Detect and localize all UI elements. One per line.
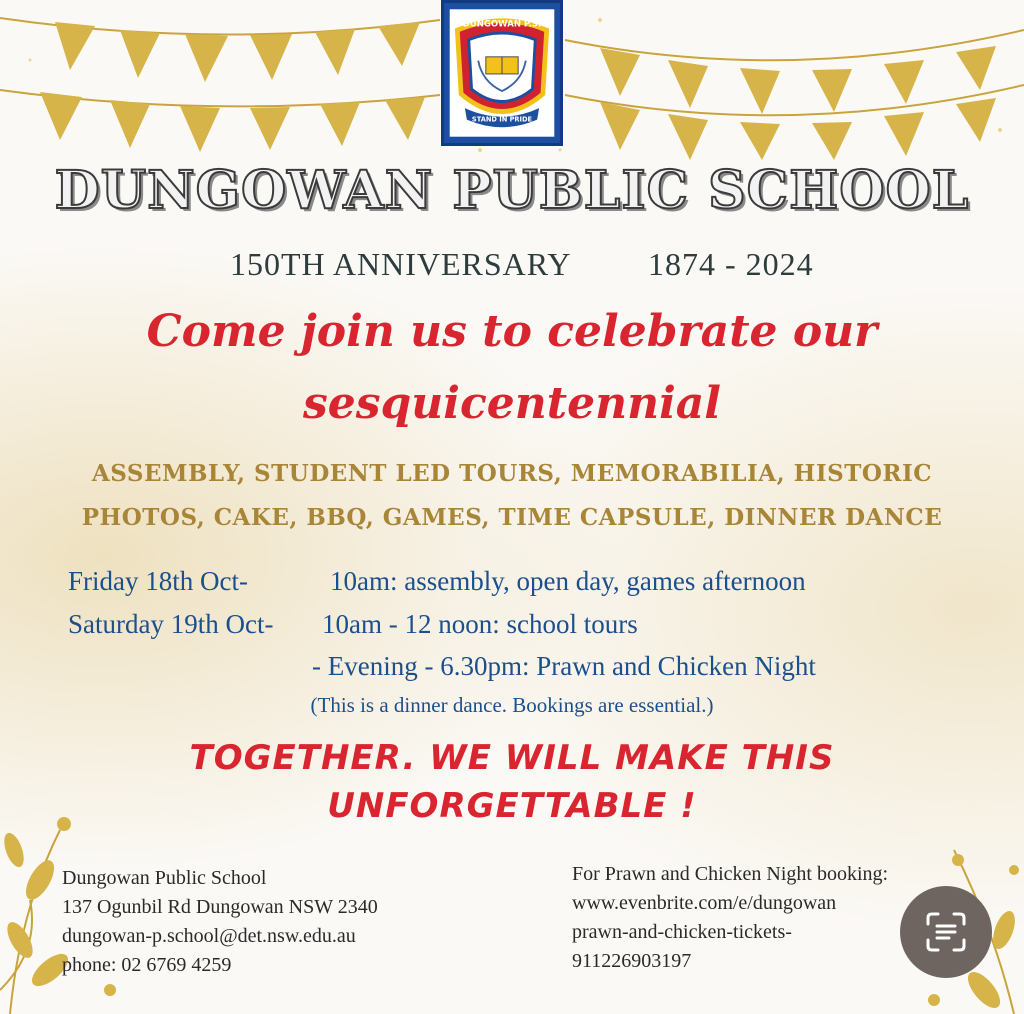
- activities-line-1: ASSEMBLY, STUDENT LED TOURS, MEMORABILIA, HISTORIC: [91, 460, 933, 487]
- closing-line-2: UNFORGETTABLE !: [327, 786, 697, 826]
- booking-url-line-3[interactable]: 911226903197: [572, 950, 692, 972]
- activities-line-2: PHOTOS, CAKE, BBQ, GAMES, TIME CAPSULE, DINNER DANCE: [81, 504, 943, 531]
- page-title: DUNGOWAN PUBLIC SCHOOL: [54, 160, 970, 221]
- booking-url-line-2[interactable]: prawn-and-chicken-tickets-: [572, 921, 792, 943]
- contact-block: [62, 864, 378, 980]
- contact-name: Dungowan Public School: [62, 867, 267, 889]
- school-crest-logo: [441, 0, 563, 146]
- saturday-event: 10am - 12 noon: school tours: [322, 609, 638, 639]
- booking-block: [572, 860, 888, 976]
- booking-heading: For Prawn and Chicken Night booking:: [572, 863, 889, 885]
- anniversary-label: 150TH ANNIVERSARY: [230, 246, 572, 282]
- booking-note: (This is a dinner dance. Bookings are essential.): [310, 693, 714, 717]
- contact-phone[interactable]: phone: 02 6769 4259: [62, 954, 232, 976]
- anniversary-years: 1874 - 2024: [648, 246, 814, 282]
- crest-top-text: DUNGOWAN P.S.: [462, 19, 542, 30]
- tagline-line-1: Come join us to celebrate our: [146, 306, 878, 357]
- booking-url-line-1[interactable]: www.evenbrite.com/e/dungowan: [572, 892, 837, 914]
- closing-line-1: TOGETHER. WE WILL MAKE THIS: [189, 738, 835, 778]
- contact-email[interactable]: dungowan-p.school@det.nsw.edu.au: [62, 925, 356, 947]
- contact-address: 137 Ogunbil Rd Dungowan NSW 2340: [62, 896, 378, 918]
- evening-event: - Evening - 6.30pm: Prawn and Chicken Night: [312, 651, 816, 681]
- saturday-day: Saturday 19th Oct-: [68, 609, 274, 639]
- crest-motto: STAND IN PRIDE: [471, 115, 533, 124]
- scan-text-icon: [924, 910, 968, 954]
- friday-event: 10am: assembly, open day, games afternoon: [330, 566, 806, 596]
- friday-day: Friday 18th Oct-: [68, 566, 248, 596]
- tagline-line-2: sesquicentennial: [302, 378, 722, 429]
- scan-text-button[interactable]: [900, 886, 992, 978]
